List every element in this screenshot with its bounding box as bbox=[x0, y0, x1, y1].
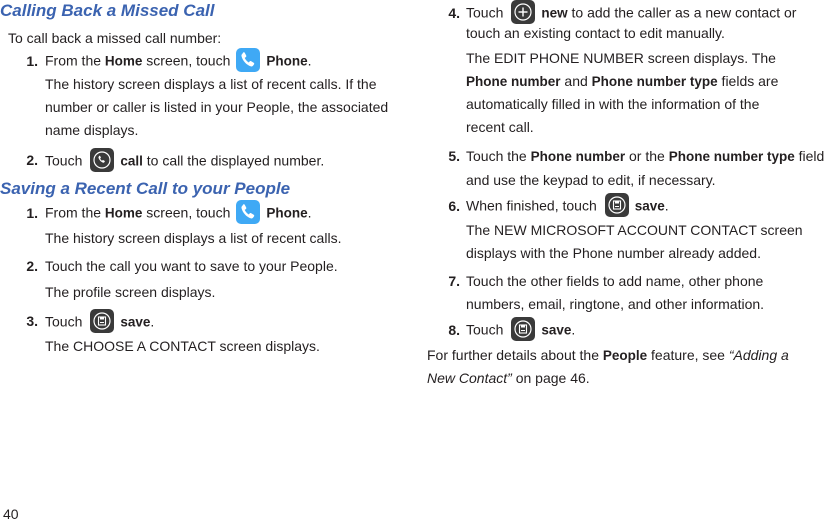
step-number: 2. bbox=[26, 258, 38, 274]
step-text: Touch the other fields to add name, other phone bbox=[466, 273, 764, 289]
step-text: When finished, touch save. bbox=[466, 195, 669, 219]
step-detail: name displays. bbox=[45, 122, 139, 138]
page-number: 40 bbox=[3, 506, 19, 522]
step-text: Touch the Phone number or the Phone number type field bbox=[466, 148, 824, 164]
step-text: Touch save. bbox=[45, 311, 154, 335]
step-detail: The NEW MICROSOFT ACCOUNT CONTACT screen bbox=[466, 222, 803, 238]
step-number: 5. bbox=[448, 148, 460, 164]
footer-note: For further details about the People feature, see “Adding a bbox=[427, 347, 789, 363]
save-icon bbox=[90, 309, 114, 333]
step-text: Touch the call you want to save to your People. bbox=[45, 258, 338, 274]
step-detail: The history screen displays a list of recent calls. If the bbox=[45, 76, 377, 92]
step-detail: and use the keypad to edit, if necessary. bbox=[466, 172, 716, 188]
step-detail: numbers, email, ringtone, and other information. bbox=[466, 296, 765, 312]
step-text: Touch new to add the caller as a new contact or bbox=[466, 2, 796, 26]
intro-text: To call back a missed call number: bbox=[8, 30, 222, 46]
phone-icon bbox=[236, 200, 260, 224]
cross-reference-link[interactable]: “Adding a bbox=[728, 347, 789, 363]
step-detail: automatically filled in with the information of the bbox=[466, 96, 760, 112]
step-detail: The profile screen displays. bbox=[45, 284, 216, 300]
step-number: 6. bbox=[448, 198, 460, 214]
step-number: 7. bbox=[448, 273, 460, 289]
step-text: Touch save. bbox=[466, 319, 575, 343]
step-detail: Phone number and Phone number type fields are bbox=[466, 73, 779, 89]
call-icon bbox=[90, 148, 114, 172]
footer-note: New Contact” on page 46. bbox=[427, 370, 590, 386]
step-number: 1. bbox=[26, 53, 38, 69]
step-number: 3. bbox=[26, 313, 38, 329]
section-heading-saving-recent-call: Saving a Recent Call to your People bbox=[0, 179, 291, 198]
step-number: 4. bbox=[448, 5, 460, 21]
step-detail: recent call. bbox=[466, 119, 534, 135]
add-new-icon bbox=[511, 0, 535, 24]
phone-icon bbox=[236, 48, 260, 72]
step-detail: number or caller is listed in your People, the associated bbox=[45, 99, 389, 115]
step-detail: touch an existing contact to edit manually. bbox=[466, 25, 725, 41]
step-text: From the Home screen, touch Phone. bbox=[45, 202, 312, 226]
save-icon bbox=[511, 317, 535, 341]
step-detail: The CHOOSE A CONTACT screen displays. bbox=[45, 338, 320, 354]
cross-reference-link[interactable]: New Contact” bbox=[427, 370, 512, 386]
section-heading-calling-back: Calling Back a Missed Call bbox=[0, 1, 215, 20]
step-detail: The history screen displays a list of recent calls. bbox=[45, 230, 342, 246]
save-icon bbox=[605, 193, 629, 217]
step-text: Touch call to call the displayed number. bbox=[45, 150, 324, 174]
step-number: 1. bbox=[26, 205, 38, 221]
step-detail: The EDIT PHONE NUMBER screen displays. The bbox=[466, 50, 776, 66]
step-detail: displays with the Phone number already added. bbox=[466, 245, 761, 261]
step-number: 2. bbox=[26, 152, 38, 168]
step-text: From the Home screen, touch Phone. bbox=[45, 50, 312, 74]
step-number: 8. bbox=[448, 322, 460, 338]
